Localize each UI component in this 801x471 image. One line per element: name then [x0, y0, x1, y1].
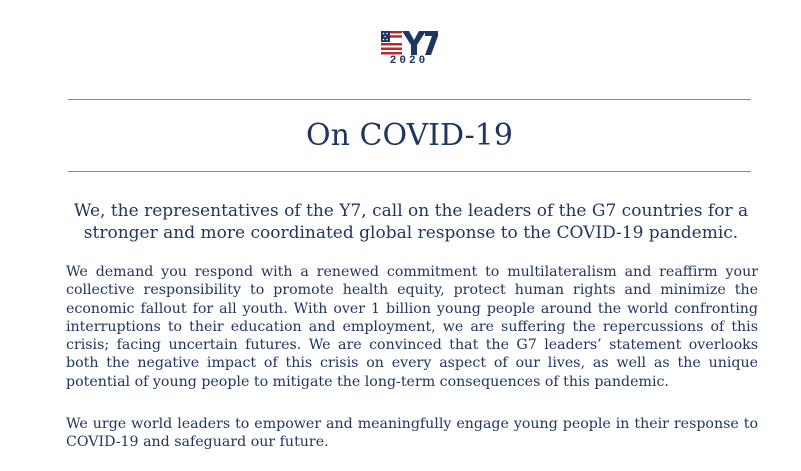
bottom-divider: [68, 171, 751, 172]
body-paragraph-1: We demand you respond with a renewed commitment to multilateralism and reaffirm your collective responsibility to promote health equity, protect human rights and minimize the economic fallout for all youth. With over 1 billion young people around the world confronting interruptions to their education and employment, we are suffering the repercussions of this crisis; facing uncertain futures. We are convinced that the G7 leaders’ statement overlooks both the negative impact of this crisis on every aspect of our lives, as well as the unique potential of young people to mitigate the long-term consequences of this pandemic.: [66, 264, 758, 390]
body-paragraph-2: We urge world leaders to empower and meaningfully engage young people in their response to COVID-19 and safeguard our future.: [66, 416, 758, 451]
intro-statement: We, the representatives of the Y7, call on the leaders of the G7 countries for a stronger and more coordinated global response to the COVID-19 pandemic.: [73, 201, 749, 243]
top-divider: [68, 99, 751, 100]
y7-flag-logo-icon: [381, 29, 441, 55]
page-title: On COVID-19: [306, 118, 513, 153]
logo-year: 2020: [389, 55, 429, 67]
